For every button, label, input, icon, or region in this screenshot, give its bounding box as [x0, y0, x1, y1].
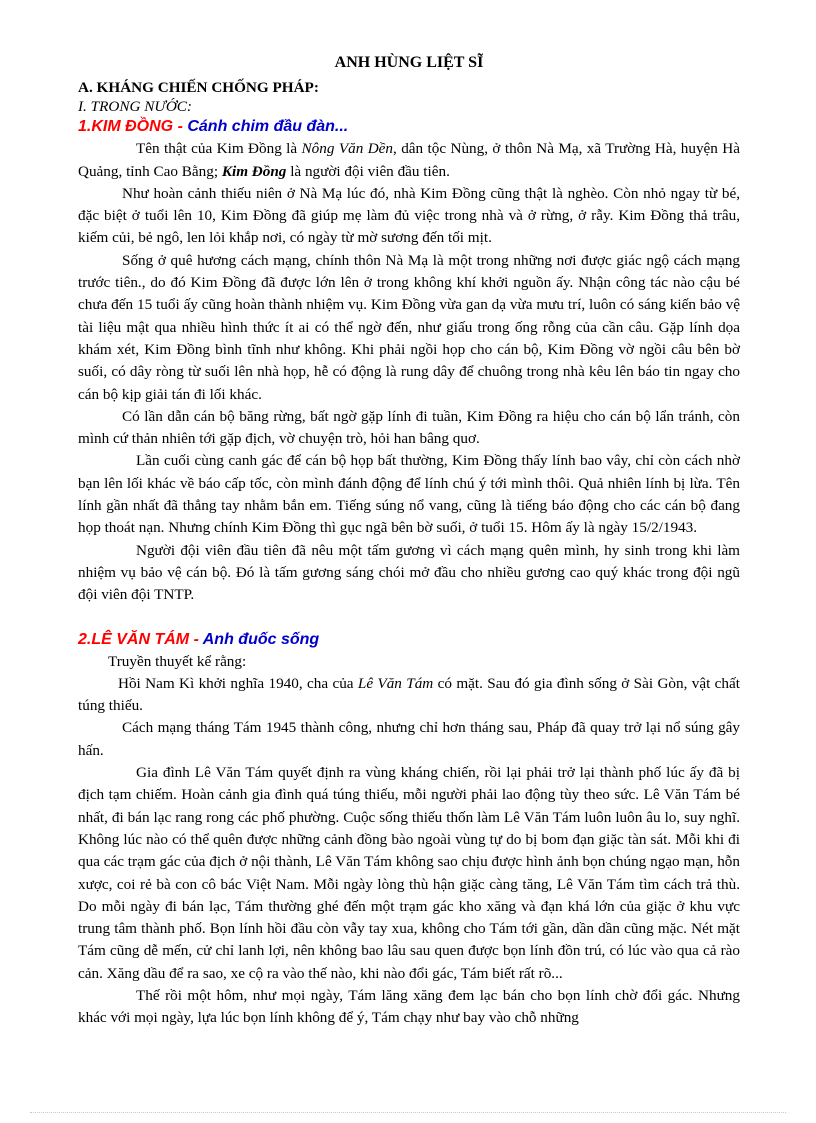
text-run: có mặt. Sau đó gia đình sống ở Sài Gòn, vật chất túng thiếu. — [78, 674, 740, 715]
paragraph: Gia đình Lê Văn Tám quyết định ra vùng kháng chiến, rồi lại phải trở lại thành phố lúc ấy đã bị địch tạm chiếm. Hoàn cảnh gia đình quá túng thiếu, mỗi người phải lao động tùy theo sức. Lê Văn Tám bé nhất, đi bán lạc rang rong các phố phường. Cuộc sống thiếu thốn làm Lê Văn Tám luôn luôn âu lo, suy nghĩ. Không lúc nào có thể quên được những cảnh đồng bào ngoài vùng tự do bị bom đạn giặc tàn sát. Mỗi khi đi qua các trạm gác của địch ở nội thành, Lê Văn Tám không sao chịu được hình ảnh bọn chúng ngạo mạn, hỗn xược, coi rẻ bà con cô bác Việt Nam. Mỗi ngày lòng thù hận giặc càng tăng, Lê Văn Tám tìm cách trả thù. Do mỗi ngày đi bán lạc, Tám thường ghé đến một trạm gác kho xăng và đạn khá lớn của giặc ở khu vực trung tâm thành phố. Bọn lính hồi đầu còn vẫy tay xua, không cho Tám tới gần, dần dần cũng mặc. Nét mặt Tám cũng dễ mến, cử chỉ lanh lợi, nên không bao lâu sau quen được bọn lính đồn trú, có lúc vào qua cả rào cản. Xăng dầu để ra sao, xe cộ ra vào thế nào, khi nào đổi gác, Tám biết rất rõ... — [78, 764, 740, 982]
paragraph: Thế rồi một hôm, như mọi ngày, Tám lăng xăng đem lạc bán cho bọn lính chờ đổi gác. Nhưng khác với mọi ngày, lựa lúc bọn lính không để ý, Tám chạy như bay vào chỗ những — [78, 986, 740, 1027]
hero-heading-le-van-tam — [78, 629, 740, 651]
paragraph: Lần cuối cùng canh gác để cán bộ họp bất thường, Kim Đồng thấy lính bao vây, chỉ còn cách nhờ bạn lên lối khác về báo cấp tốc, còn mình đánh động để lính chú ý tới mình thôi. Quả nhiên lính bị lừa. Tên lính gần nhất đã thẳng tay nhằm bắn em. Tiếng súng nổ vang, cũng là tiếng báo động cho các cán bộ đang họp thoát nạn. Nhưng chính Kim Đồng thì gục ngã bên bờ suối, ở tuổi 15. Hôm ấy là ngày 15/2/1943. — [78, 452, 740, 537]
bold-italic-name: Kim Đồng — [221, 162, 287, 180]
paragraph: Truyền thuyết kể rằng: — [108, 652, 247, 670]
paragraph — [78, 673, 740, 718]
text-run: , dân tộc Nùng, ở thôn Nà Mạ, xã Trường Hà, huyện Hà Quảng, tỉnh Cao Bằng; — [78, 140, 740, 180]
text-run: Hồi Nam Kì khởi nghĩa 1940, cha của — [118, 674, 358, 692]
italic-name: Lê Văn Tám — [357, 674, 434, 692]
paragraph: Người đội viên đầu tiên đã nêu một tấm gương vì cách mạng quên mình, hy sinh trong khi làm nhiệm vụ bảo vệ cán bộ. Đó là tấm gương sáng chói mở đầu cho nhiều gương cao quý khác trong đội ngũ đội viên đội TNTP. — [78, 541, 740, 604]
text-run: là người đội viên đầu tiên. — [286, 162, 450, 180]
text-run: Tên thật của Kim Đồng là — [136, 140, 302, 158]
hero-name: 2.LÊ VĂN TÁM - — [78, 630, 203, 648]
paragraph: Sống ở quê hương cách mạng, chính thôn Nà Mạ là một trong những nơi được giác ngộ cách mạng trước tiên., do đó Kim Đồng đã được lớn lên ở trong không khí khởi nguồn ấy. Nhận công tác nào cậu bé chưa đến 15 tuổi ấy cũng hoàn thành nhiệm vụ. Kim Đồng vừa gan dạ vừa mưu trí, luôn có sáng kiến bảo vệ tài liệu mật qua nhiều hình thức ít ai có thể ngờ đến, như giấu trong ống rỗng của cần câu. Gặp lính dọa khám xét, Kim Đồng bình tĩnh như không. Khi phải ngồi họp cho cán bộ, Kim Đồng vờ ngồi câu bên bờ suối, có dây ròng từ suối lên nhà họp, hễ có động là rung dây để chuông trong nhà kêu lên báo tin ngay cho cán bộ kịp giải tán đi lối khác. — [78, 251, 740, 403]
page-bottom-divider — [30, 1112, 786, 1113]
document-title: ANH HÙNG LIỆT SĨ — [334, 54, 484, 71]
paragraph: Có lần dẫn cán bộ băng rừng, bất ngờ gặp lính đi tuần, Kim Đồng ra hiệu cho cán bộ lẩn tránh, còn mình cứ thản nhiên tới gặp địch, vờ chuyện trò, hỏi han bâng quơ. — [78, 407, 740, 448]
section-heading-i: I. TRONG NƯỚC: — [78, 98, 192, 116]
spacer — [78, 607, 740, 629]
paragraph — [78, 138, 740, 183]
italic-name: Nông Văn Dền — [301, 140, 394, 158]
hero-name: 1.KIM ĐỒNG - — [78, 118, 188, 136]
paragraph: Cách mạng tháng Tám 1945 thành công, nhưng chỉ hơn tháng sau, Pháp đã quay trở lại nổ súng gây hấn. — [78, 719, 740, 759]
hero-subtitle: Anh đuốc sống — [202, 630, 320, 648]
hero-subtitle: Cánh chim đầu đàn... — [187, 118, 349, 136]
paragraph: Như hoàn cảnh thiếu niên ở Nà Mạ lúc đó, nhà Kim Đồng cũng thật là nghèo. Còn nhỏ ngay từ bé, đặc biệt ở tuổi lên 10, Kim Đồng đã giúp mẹ làm đủ việc trong nhà và ở rừng, ở rẫy. Kim Đồng thả trâu, kiếm củi, bẻ ngô, len lỏi khắp nơi, có ngày từ mờ sương đến tối mịt. — [78, 184, 740, 247]
document-page — [78, 52, 740, 1030]
section-heading-a: A. KHÁNG CHIẾN CHỐNG PHÁP: — [78, 79, 319, 97]
hero-heading-kim-dong — [78, 116, 740, 138]
